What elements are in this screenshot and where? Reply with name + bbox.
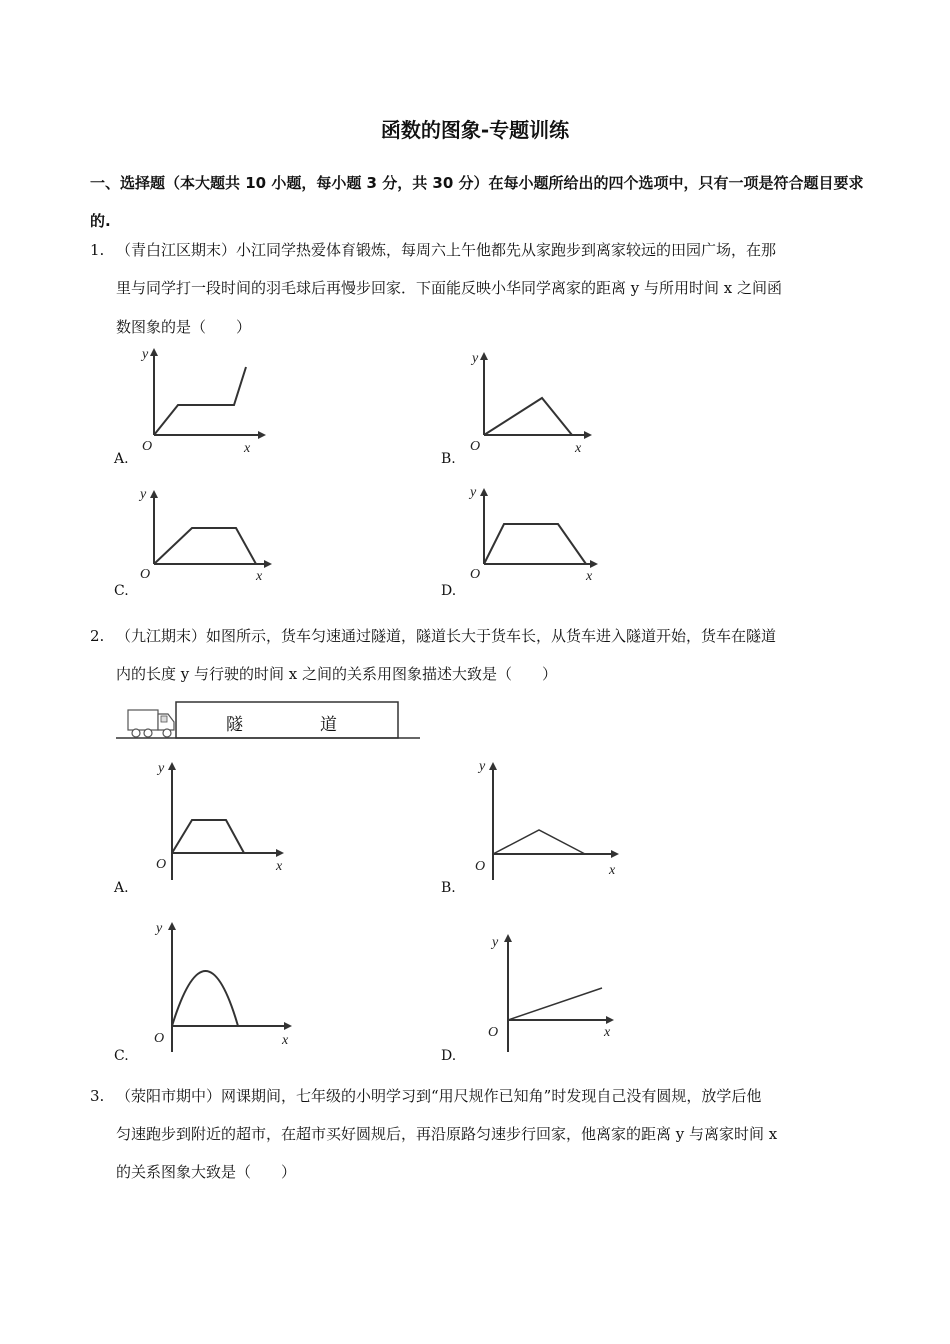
x-axis-arrow <box>590 560 598 568</box>
origin-label: O <box>156 857 167 872</box>
y-axis-label: y <box>140 487 147 502</box>
origin-label: O <box>140 567 151 582</box>
y-axis-label: y <box>470 485 477 500</box>
x-axis-label: x <box>244 441 251 456</box>
question-3-number: 3. <box>90 1087 105 1105</box>
q1-graph-a <box>130 340 270 455</box>
x-axis-arrow <box>258 431 266 439</box>
x-axis-label: x <box>609 863 616 878</box>
origin-label: O <box>470 439 481 454</box>
x-axis-arrow <box>584 431 592 439</box>
question-1-number: 1. <box>90 241 105 259</box>
q2-option-b[interactable]: B. <box>441 880 456 896</box>
function-curve <box>484 524 586 564</box>
function-curve <box>172 820 244 853</box>
x-axis-label: x <box>256 569 263 584</box>
origin-label: O <box>488 1025 499 1040</box>
y-axis-arrow <box>489 762 497 770</box>
x-axis-label: x <box>586 569 593 584</box>
question-1-line-2: 里与同学打一段时间的羽毛球后再慢步回家．下面能反映小华同学离家的距离 y 与所用时间 x 之间函 <box>116 279 783 297</box>
q2-graph-a <box>140 752 300 882</box>
x-axis-arrow <box>611 850 619 858</box>
q1-graph-d <box>460 478 610 588</box>
q1-option-b[interactable]: B. <box>441 451 456 467</box>
question-1-line-3: 数图象的是（ ） <box>116 318 252 336</box>
question-1-line-1: （青白江区期末）小江同学热爱体育锻炼，每周六上午他都先从家跑步到离家较远的田园广场，在那 <box>116 241 777 259</box>
y-axis-arrow <box>480 352 488 360</box>
section-header: 一、选择题（本大题共 10 小题，每小题 3 分，共 30 分）在每小题所给出的四个选项中，只有一项是符合题目要求的. <box>90 174 864 230</box>
q2-option-a[interactable]: A. <box>114 880 129 896</box>
function-curve <box>154 367 246 435</box>
y-axis-arrow <box>480 488 488 496</box>
y-axis-arrow <box>150 348 158 356</box>
x-axis-arrow <box>276 849 284 857</box>
function-curve <box>154 528 256 564</box>
tunnel-diagram <box>116 700 426 744</box>
y-axis-label: y <box>156 921 163 936</box>
x-axis-label: x <box>575 441 582 456</box>
q1-option-a[interactable]: A. <box>114 451 129 467</box>
origin-label: O <box>470 567 481 582</box>
y-axis-label: y <box>492 935 499 950</box>
function-curve <box>172 971 238 1026</box>
y-axis-arrow <box>150 490 158 498</box>
x-axis-label: x <box>276 859 283 874</box>
x-axis-label: x <box>282 1033 289 1048</box>
q2-option-c[interactable]: C. <box>114 1048 129 1064</box>
origin-label: O <box>142 439 153 454</box>
question-2-line-2: 内的长度 y 与行驶的时间 x 之间的关系用图象描述大致是（ ） <box>116 665 558 683</box>
question-3-line-1: （荥阳市期中）网课期间，七年级的小明学习到“用尺规作已知角”时发现自己没有圆规，放学后他 <box>116 1087 762 1105</box>
q2-graph-b <box>465 752 625 882</box>
x-axis-label: x <box>604 1025 611 1040</box>
tunnel-label-2: 道 <box>320 715 337 735</box>
q1-option-c[interactable]: C. <box>114 583 129 599</box>
y-axis-arrow <box>504 934 512 942</box>
x-axis-arrow <box>264 560 272 568</box>
page-title: 函数的图象-专题训练 <box>380 118 570 142</box>
q1-graph-b <box>460 340 600 455</box>
function-curve <box>484 398 572 435</box>
y-axis-arrow <box>168 922 176 930</box>
question-2-number: 2. <box>90 627 105 645</box>
y-axis-label: y <box>472 351 479 366</box>
question-3-line-3: 的关系图象大致是（ ） <box>116 1163 297 1181</box>
question-3-line-2: 匀速跑步到附近的超市，在超市买好圆规后，再沿原路匀速步行回家，他离家的距离 y 与离家时间 x <box>116 1125 778 1143</box>
tunnel-box <box>176 702 398 738</box>
function-curve <box>493 830 585 854</box>
q1-option-d[interactable]: D. <box>441 583 457 599</box>
y-axis-label: y <box>479 759 486 774</box>
function-curve <box>508 988 602 1020</box>
tunnel-label-1: 隧 <box>226 715 243 735</box>
y-axis-label: y <box>158 761 165 776</box>
origin-label: O <box>154 1031 165 1046</box>
x-axis-arrow <box>284 1022 292 1030</box>
x-axis-arrow <box>606 1016 614 1024</box>
q2-graph-d <box>470 928 630 1054</box>
y-axis-label: y <box>142 347 149 362</box>
origin-label: O <box>475 859 486 874</box>
question-2-line-1: （九江期末）如图所示，货车匀速通过隧道，隧道长大于货车长，从货车进入隧道开始，货车在隧道 <box>116 627 777 645</box>
q2-option-d[interactable]: D. <box>441 1048 457 1064</box>
q1-graph-c <box>130 478 280 588</box>
y-axis-arrow <box>168 762 176 770</box>
truck-icon <box>128 710 174 737</box>
q2-graph-c <box>140 914 300 1054</box>
